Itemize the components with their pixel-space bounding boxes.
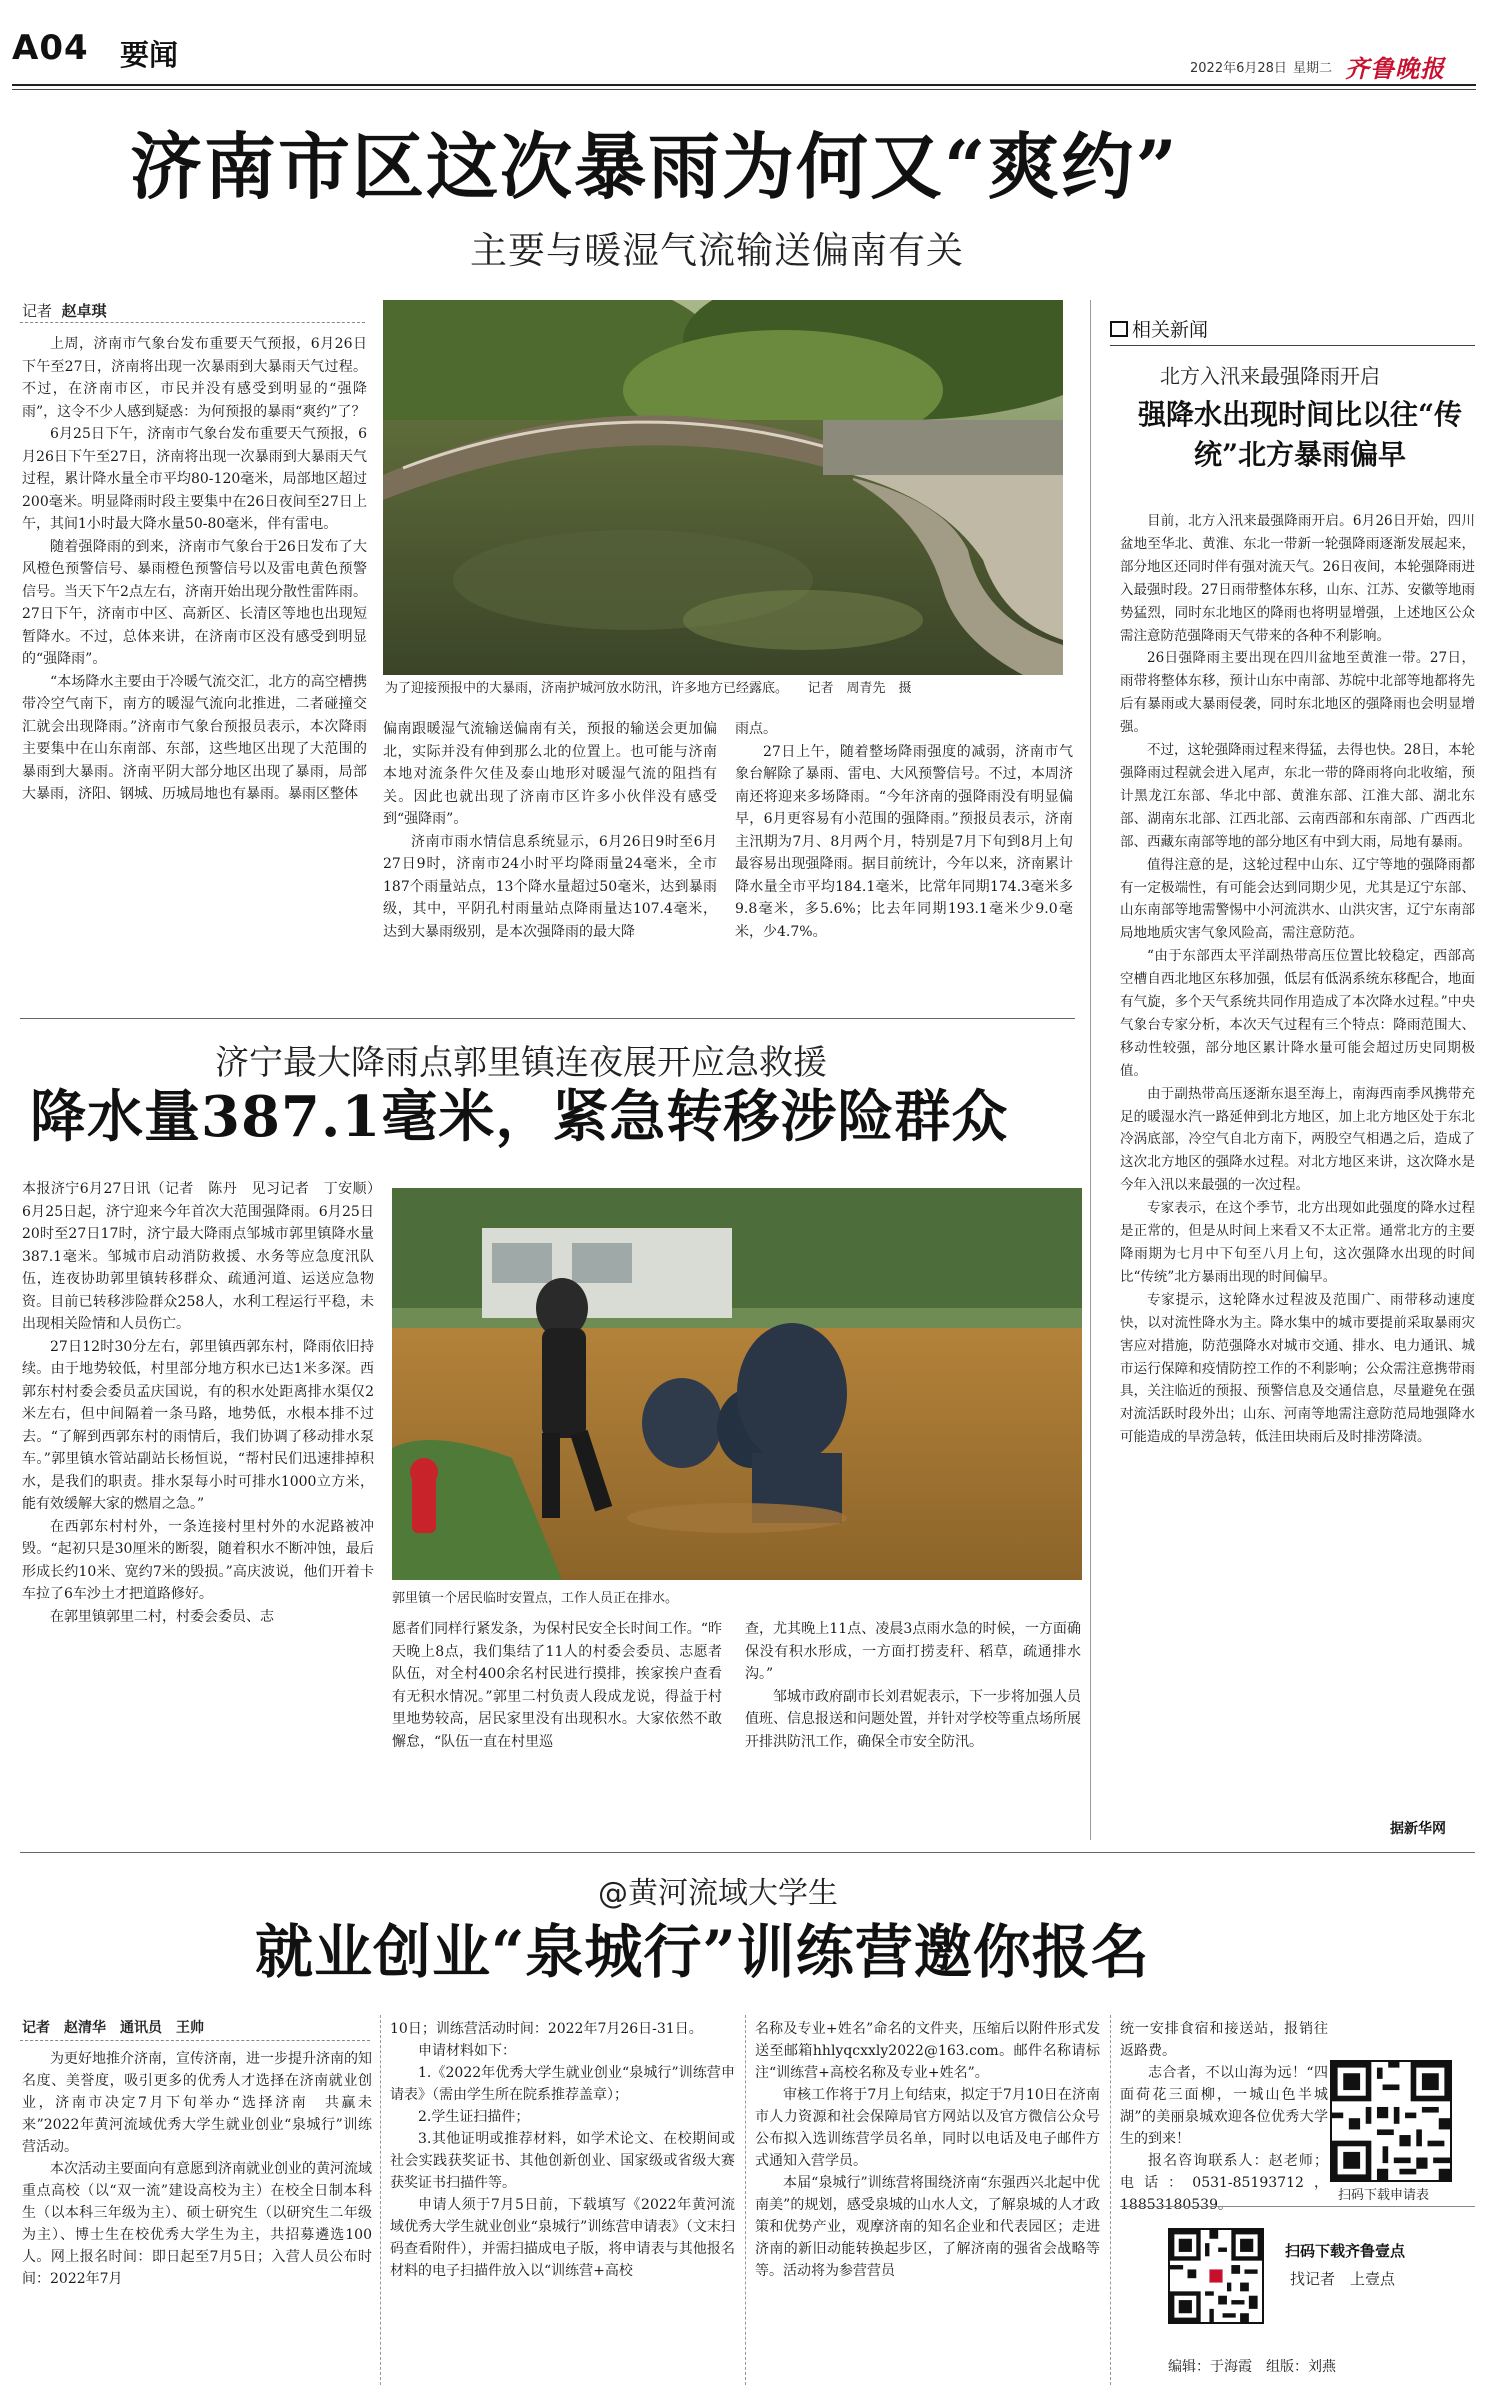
section-rule — [20, 1018, 1075, 1019]
photo-flood-drainage — [392, 1188, 1082, 1580]
paragraph: 值得注意的是，这轮过程中山东、辽宁等地的强降雨都有一定极端性，有可能会达到同期少见，尤其是辽宁东部、山东南部等地需警惕中小河流洪水、山洪灾害，辽宁东南部局地地质灾害气象风险高，需注意防范。 — [1120, 856, 1475, 942]
byline-rule — [20, 2040, 370, 2041]
subheadline-main: 主要与暖湿气流输送偏南有关 — [470, 229, 964, 272]
paragraph: 为更好地推介济南，宣传济南，进一步提升济南的知名度、美誉度，吸引更多的优秀人才选择在济南就业创业，济南市决定7月下旬举办“选择济南 共赢未来”2022年黄河流域优秀大学生就业创业“泉城行”训练营活动。 — [22, 2051, 372, 2155]
article2-kicker: 济宁最大降雨点郭里镇连夜展开应急救援 — [215, 1043, 827, 1083]
paragraph: 专家表示，在这个季节，北方出现如此强度的降水过程是正常的，但是从时间上来看又不太正常。通常北方的主要降雨期为七月中下旬至八月上旬，这次强降水出现的时间比“传统”北方暴雨出现的时间偏早。 — [1120, 1200, 1475, 1285]
photo-moat — [383, 300, 1063, 675]
paragraph: 志合者，不以山海为远！“四面荷花三面柳，一城山色半城湖”的美丽泉城欢迎各位优秀大学生的到来！ — [1120, 2065, 1328, 2147]
header-rule — [12, 84, 1476, 86]
article3-col4 — [1120, 2018, 1328, 2216]
paragraph: 不过，这轮强降雨过程来得猛，去得也快。28日，本轮强降雨过程就会进入尾声，东北一带的降雨将向北收缩，预计黑龙江东部、华北中部、黄淮东部、江淮大部、湖北东部、湖南东北部、江西北部、云南西部和东南部、广西西北部、西藏东南部等地的部分地区有中到大雨，局地有暴雨。 — [1120, 742, 1475, 850]
photo-moat-image — [383, 300, 1063, 675]
footer-rule — [1120, 2206, 1475, 2207]
paragraph: 26日强降雨主要出现在四川盆地至黄淮一带。27日，雨带将整体东移，预计山东中南部、苏皖中北部等地都将先后有暴雨或大暴雨侵袭，同时东北地区的强降雨也会明显增强。 — [1120, 650, 1475, 736]
paragraph: 本次活动主要面向有意愿到济南就业创业的黄河流域重点高校（以“双一流”建设高校为主）在校全日制本科生（以本科三年级为主）、硕士研究生（以研究生二年级为主）、博士生在校优秀大学生为主，共招募遴选100人。网上报名时间：即日起至7月5日；入营人员公布时间：2022年7月 — [22, 2161, 372, 2287]
related-news-text: 相关新闻 — [1132, 319, 1209, 341]
paragraph: 在西郭东村村外，一条连接村里村外的水泥路被冲毁。“起初只是30厘米的断裂，随着积水不断冲蚀，最后形成长约10米、宽约7米的毁损。”高庆波说，他们开着卡车拉了6车沙土才把道路修好。 — [22, 1518, 374, 1602]
article1-byline — [22, 300, 107, 321]
column-divider — [1110, 2015, 1111, 2385]
photo-flood-caption: 郭里镇一个居民临时安置点，工作人员正在排水。 — [392, 1591, 679, 1606]
paragraph: “由于东部西太平洋副热带高压位置比较稳定，西部高空槽自西北地区东移加强，低层有低涡系统东移配合，地面有气旋，多个天气系统共同作用造成了本次降水过程。”中央气象台专家分析，本次天气过程有三个特点：降雨范围大、移动性较强，部分地区累计降水量可能会超过历史同期极值。 — [1120, 948, 1475, 1079]
page-code: A04 — [12, 28, 89, 68]
paragraph: 本报济宁6月27日讯（记者 陈丹 见习记者 丁安顺） 6月25日起，济宁迎来今年首次大范围强降雨。6月25日20时至27日17时，济宁最大降雨点邹城市郭里镇降水量387.1毫米。邹城市启动消防救援、水务等应急度汛队伍，连夜协助郭里镇转移群众、疏通河道、运送应急物资。目前已转移涉险群众258人，水利工程运行平稳，未出现相关险情和人员伤亡。 — [22, 1181, 388, 1332]
paragraph: 3.其他证明或推荐材料，如学术论文、在校期间或社会实践获奖证书、其他创新创业、国家级或省级大赛获奖证书扫描件等。 — [390, 2131, 735, 2191]
issue-date: 2022年6月28日 — [1190, 61, 1287, 76]
qr-code-icon — [1170, 2230, 1262, 2322]
qr-code-application-form[interactable] — [1330, 2060, 1452, 2182]
article1-col1 — [22, 333, 367, 806]
paragraph: 查，尤其晚上11点、凌晨3点雨水急的时候，一方面确保没有积水形成，一方面打捞麦秆、稻草，疏通排水沟。” — [745, 1621, 1081, 1682]
paragraph: 名称及专业+姓名”命名的文件夹，压缩后以附件形式发送至邮箱hhlyqcxxly2022@163.com。邮件名称请标注“训练营+高校名称及专业+姓名”。 — [755, 2021, 1100, 2081]
article3-headline: 就业创业“泉城行”训练营邀你报名 — [255, 1918, 1150, 1986]
article3-byline: 记者 赵清华 通讯员 王帅 — [22, 2020, 204, 2036]
paragraph: 济南市雨水情信息系统显示，6月26日9时至6月27日9时，济南市24小时平均降雨量24毫米，全市187个雨量站点，13个降水量超过50毫米，达到暴雨级，其中，平阴孔村雨量站点降雨量达107.4毫米，达到大暴雨级别，是本次强降雨的最大降 — [383, 833, 717, 940]
related-body — [1120, 510, 1475, 1449]
paragraph: 统一安排食宿和接送站，报销往返路费。 — [1120, 2021, 1328, 2059]
article2-col2 — [392, 1618, 722, 1753]
column-divider — [380, 2015, 381, 2385]
article3-col3 — [755, 2018, 1100, 2282]
article1-col3 — [735, 718, 1073, 943]
qr-app-title: 扫码下载齐鲁壹点 — [1285, 2242, 1406, 2260]
header-rule-thin — [12, 89, 1476, 90]
paragraph: 上周，济南市气象台发布重要天气预报，6月26日下午至27日，济南将出现一次暴雨到大暴雨天气过程。不过，在济南市区，市民并没有感受到明显的“强降雨”，这令不少人感到疑惑：为何预报的暴雨“爽约”了？ — [22, 336, 367, 420]
paragraph: 报名咨询联系人：赵老师；电话：0531-85193712，18853180539。 — [1120, 2153, 1328, 2213]
paragraph: “本场降水主要由于冷暖气流交汇，北方的高空槽携带冷空气南下，南方的暖湿气流向北推进，二者碰撞交汇就会出现降雨。”济南市气象台预报员表示，本次降雨主要集中在山东南部、东部，这些地区出现了大范围的暴雨到大暴雨。济南平阴大部分地区出现了暴雨，局部大暴雨，济阳、钢城、历城局地也有暴雨。暴雨区整体 — [22, 673, 367, 802]
paragraph: 偏南跟暖湿气流输送偏南有关，预报的输送会更加偏北，实际并没有伸到那么北的位置上。也可能与济南本地对流条件欠佳及泰山地形对暖湿气流的阻挡有关。因此也就出现了济南市区许多小伙伴没有感受到“强降雨”。 — [383, 721, 717, 827]
article3-col1 — [22, 2048, 372, 2290]
article3-kicker: @黄河流域大学生 — [598, 1876, 838, 1911]
qr-code-qilu-app[interactable] — [1168, 2228, 1264, 2324]
qr-code-caption: 扫码下载申请表 — [1338, 2188, 1430, 2203]
section-rule — [20, 1852, 1475, 1853]
photo-flood-image — [392, 1188, 1082, 1580]
editor-credit: 编辑：于海霞 组版：刘燕 — [1168, 2359, 1336, 2375]
issue-weekday: 星期二 — [1293, 61, 1333, 76]
article1-col2 — [383, 718, 717, 943]
masthead-logo: 齐鲁晚报 — [1345, 54, 1445, 83]
related-headline: 强降水出现时间比以往“传统”北方暴雨偏早 — [1137, 398, 1463, 471]
paragraph: 专家提示，这轮降水过程波及范围广、雨带移动速度快，以对流性降水为主。降水集中的城市要提前采取暴雨灾害应对措施，防范强降水对城市交通、排水、电力通讯、城市运行保障和疫情防控工作的不利影响；公众需注意携带雨具，关注临近的预报、预警信息及交通信息，尽量避免在强对流活跃时段外出；山东、河南等地需注意防范局地强降水可能造成的旱涝急转，低洼田块雨后及时排涝降渍。 — [1120, 1291, 1475, 1446]
byline-name: 赵卓琪 — [61, 302, 107, 320]
related-rule — [1110, 345, 1475, 346]
related-news-label — [1110, 315, 1208, 342]
byline-rule — [20, 322, 365, 323]
headline-main: 济南市区这次暴雨为何又“爽约” — [130, 124, 1179, 209]
paragraph: 在郭里镇郭里二村，村委会委员、志 — [50, 1608, 274, 1625]
article2-col1 — [22, 1178, 388, 1628]
related-source: 据新华网 — [1390, 1821, 1446, 1837]
paragraph: 6月25日下午，济南市气象台发布重要天气预报，6月26日下午至27日，济南将出现一次暴雨到大暴雨天气过程，累计降水量全市平均80-120毫米，局部地区超过200毫米。明显降雨时段主要集中在26日夜间至27日上午，其间1小时最大降水量50-80毫米，伴有雷电。 — [22, 426, 367, 532]
paragraph: 雨点。 — [735, 721, 777, 737]
paragraph: 27日上午，随着整场降雨强度的减弱，济南市气象台解除了暴雨、雷电、大风预警信号。不过，本周济南还将迎来多场降雨。“今年济南的强降雨没有明显偏早，6月更容易有小范围的强降雨。”预报员表示，济南主汛期为7月、8月两个月，特别是7月下旬到8月上旬最容易出现强降雨。据目前统计，今年以来，济南累计降水量全市平均184.1毫米，比常年同期174.3毫米多9.8毫米，多5.6%；比去年同期193.1毫米少9.0毫米，少4.7%。 — [735, 743, 1073, 940]
article2-col3 — [745, 1618, 1081, 1753]
article2-headline: 降水量387.1毫米，紧急转移涉险群众 — [30, 1084, 1009, 1150]
qr-code-icon — [1332, 2062, 1450, 2180]
paragraph: 由于副热带高压逐渐东退至海上，南海西南季风携带充足的暖湿水汽一路延伸到北方地区，加上北方地区处于东北冷涡底部，冷空气自北方南下，两股空气相遇之后，造成了这次北方地区的强降水过程。对北方地区来讲，这次降水是今年入汛以来最强的一次过程。 — [1120, 1085, 1475, 1194]
paragraph: 申请材料如下： — [418, 2043, 516, 2059]
related-news-icon — [1110, 321, 1128, 337]
column-divider — [745, 2015, 746, 2385]
section-label: 要闻 — [120, 38, 179, 72]
article3-col2 — [390, 2018, 735, 2282]
paragraph: 申请人须于7月5日前，下载填写《2022年黄河流域优秀大学生就业创业“泉城行”训练营申请表》（文末扫码查看附件），并需扫描成电子版，将申请表与其他报名材料的电子扫描件放入以“训练营+高校 — [390, 2197, 735, 2279]
paragraph: 1.《2022年优秀大学生就业创业“泉城行”训练营申请表》（需由学生所在院系推荐盖章）； — [390, 2065, 735, 2103]
paragraph: 审核工作将于7月上旬结束，拟定于7月10日在济南市人力资源和社会保障局官方网站以及官方微信公众号公布拟入选训练营学员名单，同时以电话及电子邮件方式通知入营学员。 — [755, 2087, 1100, 2169]
paragraph: 2.学生证扫描件； — [418, 2109, 530, 2125]
related-kicker: 北方入汛来最强降雨开启 — [1160, 364, 1380, 388]
column-divider — [1090, 300, 1091, 1840]
paragraph: 10日；训练营活动时间：2022年7月26日-31日。 — [390, 2021, 703, 2037]
paragraph: 本届“泉城行”训练营将围绕济南“东强西兴北起中优南美”的规划，感受泉城的山水人文，了解泉城的人才政策和优势产业，观摩济南的知名企业和代表园区；走进济南的新旧动能转换起步区，了解济南的强省会战略等等。活动将为参营营员 — [755, 2175, 1100, 2279]
paragraph: 愿者们同样行紧发条，为保村民安全长时间工作。“昨天晚上8点，我们集结了11人的村委会委员、志愿者队伍，对全村400余名村民进行摸排，挨家挨户查看有无积水情况。”郭里二村负责人段成龙说，得益于村里地势较高，居民家里没有出现积水。大家依然不敢懈怠，“队伍一直在村里巡 — [392, 1621, 722, 1750]
byline-label: 记者 — [22, 302, 53, 320]
paragraph: 随着强降雨的到来，济南市气象台于26日发布了大风橙色预警信号、暴雨橙色预警信号以及雷电黄色预警信号。当天下午2点左右，济南开始出现分散性雷阵雨。27日下午，济南市中区、高新区、长清区等地也出现短暂降水。不过，总体来讲，在济南市区没有感受到明显的“强降雨”。 — [22, 538, 367, 667]
qr-app-subtitle: 找记者 上壹点 — [1290, 2270, 1396, 2288]
paragraph: 27日12时30分左右，郭里镇西郭东村，降雨依旧持续。由于地势较低，村里部分地方积水已达1米多深。西郭东村村委会委员孟庆国说，有的积水处距离排水渠仅2米左右，但中间隔着一条马路，地势低，水根本排不过去。“了解到西郭东村的雨情后，我们协调了移动排水泵车。”郭里镇水管站副站长杨恒说，“帮村民们迅速排掉积水，是我们的职责。排水泵每小时可排水1000立方米，能有效缓解大家的燃眉之急。” — [22, 1338, 374, 1512]
paragraph: 邹城市政府副市长刘君妮表示，下一步将加强人员值班、信息报送和问题处置，并针对学校等重点场所展开排洪防汛工作，确保全市安全防汛。 — [745, 1688, 1081, 1750]
paragraph: 目前，北方入汛来最强降雨开启。6月26日开始，四川盆地至华北、黄淮、东北一带新一轮强降雨逐渐发展起来，部分地区还同时伴有强对流天气。26日夜间，本轮强降雨进入最强时段。27日雨带整体东移，山东、江苏、安徽等地雨势猛烈，同时东北地区的降雨也将明显增强，上述地区公众需注意防范强降雨天气带来的各种不利影响。 — [1120, 513, 1475, 644]
photo-moat-caption: 为了迎接预报中的大暴雨，济南护城河放水防汛，许多地方已经露底。 记者 周青先 摄 — [385, 681, 912, 696]
